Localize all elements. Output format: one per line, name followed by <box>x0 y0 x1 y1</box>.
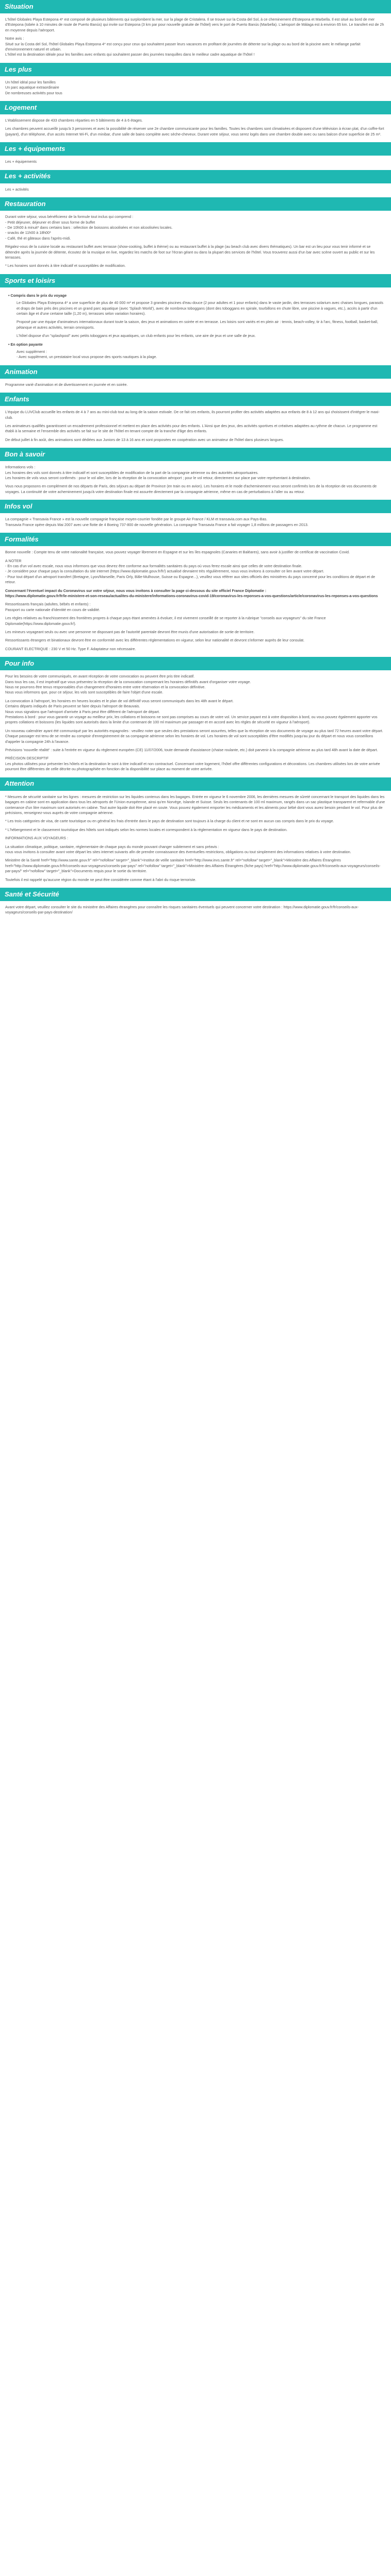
section-logement <box>0 101 391 137</box>
plus-item: Un hôtel idéal pour les familles <box>5 79 56 84</box>
paragraph: * Mesures de sécurité sanitaire sur les lignes : mesures de restriction sur les liquides contenus dans les bagages. Entrée en vigueur le 6 novembre 2006, les dernières mesures de sûreté concernant le transport des liquides dans les bagages en cabine sont en application dans tous les aéroports de l'Union européenne, ainsi qu'en Norvège, Islande et Suisse. Seuls les contenants de 100 ml maximum, rangés dans un sac plastique transparent et refermable d'une contenance d'un litre maximum sont autorisés en cabine. Tout autre liquide doit être placé en soute. Vous pouvez également emporter les médicaments et les aliments pour bébé dont vous aurez besoin pendant le vol. Pour plus de précisions, renseignez-vous auprès de votre compagnie aérienne. <box>5 794 385 815</box>
section-title: Sports et loisirs <box>5 276 56 284</box>
section-title: Santé et Sécurité <box>5 890 59 898</box>
section-animation <box>0 365 391 387</box>
paragraph: La situation climatique, politique, sanitaire, réglementaire de chaque pays du monde pouvant changer subitement et sans préavis : nous vous invitons à consulter avant votre départ les sites internet suivants afin de prendre connaissance des éventuelles restrictions, obligations ou tout simplement des informations relatives à votre destination. <box>5 844 351 854</box>
paragraph: Informations vols : Les horaires des vols sont donnés à titre indicatif et sont susceptibles de modification de la part de la compagnie aérienne ou des autorités aéroportuaires. Les horaires de vols vous seront confirmés : pour le vol aller, lors de la réception de la convocation aéroport ; pour le vol retour, directement sur place par votre représentant à destination. <box>5 465 311 481</box>
paragraph: Avant votre départ, veuillez consulter le site du ministère des Affaires étrangères pour connaître les risques sanitaires éventuels qui peuvent concerner votre destination : https://www.diplomatie.gouv.fr/fr/conseils-aux-voyageurs/conseils-par-pays-destination/ <box>5 904 359 915</box>
section-title: Restauration <box>5 199 46 208</box>
paragraph: Les mineurs voyageant seuls ou avec une personne ne disposant pas de l'autorité parentale devront être munis d'une autorisation de sortie de territoire. <box>5 629 255 634</box>
section-situation <box>0 0 391 58</box>
paragraph: PRÉCISION DESCRIPTIF Les photos utilisées pour présenter les hôtels et la destination le sont à titre indicatif et non contractuel. Concernant votre logement, l'hôtel offre différentes configurations et décorations. Les chambres utilisées lors de votre arrivée pourront être différentes de celle décrite ou photographiée en fonction de la disponibilité sur place au moment de votre arrivée. <box>5 756 380 772</box>
section-bon-a-savoir <box>0 448 391 495</box>
paragraph: Durant votre séjour, vous bénéficierez de la formule tout inclus qui comprend : - Petit déjeuner, déjeuner et dîner sous forme de buffet - De 10h00 à minuit* dans certains bars : sélection de boissons alcoolisées et non alcoolisées locales. - snacks de 11h00 à 18h00* - Café, thé et gâteaux dans l'après-midi. <box>5 214 173 241</box>
paragraph: Notre avis : Situé sur la Costa del Sol, l'hôtel Globales Playa Estepona 4* est conçu pour ceux qui souhaitent passer leurs vacances en profitant de journées de détente sur la plage ou au bord de la piscine avec le mélange parfait d'environnement naturel et urbain. L'hôtel est la destination idéale pour les familles avec enfants qui souhaitent passer des journées tranquilles dans le meilleur cadre aquatique de l'hôtel ! <box>5 36 361 57</box>
paragraph: La compagnie « Transavia France » est la nouvelle compagnie française moyen-courrier fondée par le groupe Air France / KLM et transavia.com aux Pays-Bas. Transavia France opère depuis Mai 2007 avec une flotte de 4 Boeing 737-800 de nouvelle génération. La compagnie Transavia France a fait voyager 1,8 millions de passagers en 2013. <box>5 517 308 527</box>
section-header <box>0 657 391 670</box>
section-plus <box>0 63 391 96</box>
section-header <box>0 0 391 13</box>
section-title: Les + équipements <box>5 145 66 153</box>
section-pour-info <box>0 657 391 772</box>
paragraph: Ressortissants français (adultes, bébés et enfants) : Passport ou carte nationale d'identité en cours de validité. <box>5 602 100 612</box>
paragraph: Pour les besoins de votre communiqués, en avant réception de votre convocation ou peuvent être pris titre indicatif. Dans tous les cas, il est impératif que vous présentez la réception de la convocation comprenant les horaires définitifs avant d'organiser votre voyage. Nous ne pourrons être tenus responsables d'un changement d'horaires entre votre réservation et la convocation définitive. Nous vous informons que, pour ce séjour, les vols sont susceptibles de faire l'objet d'une escale. <box>5 674 251 695</box>
paragraph: Bonne nouvelle : Compte tenu de votre nationalité française, vous pouvez voyager librement en Espagne et sur les îles espagnoles (Canaries et Baléares), sans avoir à justifier de certificat de vaccination Covid. <box>5 550 350 555</box>
section-title: Situation <box>5 2 34 10</box>
section-title: Enfants <box>5 395 29 403</box>
section-title: Attention <box>5 779 35 788</box>
plus-item: Un parc aquatique extraordinaire <box>5 85 59 90</box>
paragraph: Les chambres peuvent accueillir jusqu'à 3 personnes et avec la possibilité de réserver une 2e chambre communicante pour les familles. Toutes les chambres sont climatisées et disposent d'une télévision à écran plat, d'un coffre-fort (payant), d'un téléphone, d'un accès Internet Wi-Fi, d'un minibar, d'une salle de bains complète avec sèche-cheveux. Durant votre séjour, vous serez logés dans une chambre double avec ou sans balcon d'une superficie de 25 m². <box>5 126 384 137</box>
section-header <box>0 142 391 156</box>
section-title: Les + activités <box>5 172 51 180</box>
paragraph: De début juillet à fin août, des animations sont dédiées aux Juniors de 13 à 16 ans et sont proposées en coopération avec un animateur de l'hôtel dans plusieurs langues. <box>5 437 284 442</box>
paragraph: Avec supplément : - Avec supplément, un prestataire local vous propose des sports nautiques à la plage. <box>17 349 157 360</box>
section-sports <box>0 274 391 360</box>
section-header <box>0 393 391 406</box>
paragraph: L'équipe du LUVClub accueille les enfants de 4 à 7 ans au mini-club tout au long de la saison estivale. De ce fait ces enfants, ils pourront profiter des activités adaptées aux enfants de 8 à 12 ans qui choisissent d'intégrer le maxi-club. <box>5 410 380 420</box>
section-header <box>0 533 391 546</box>
paragraph: Vous nous proposons en complément de nos départs de Paris, des séjours au départ de Province (en train ou en avion). Les horaires et le mode d'acheminement vous seront confirmés lors de la réception de vos documents de voyages. La continuité de votre acheminement jusqu'à votre destination finale est assurée directement par la compagnie aérienne, même en cas de perturbations à l'aller ou au retour. <box>5 484 377 494</box>
section-header <box>0 170 391 183</box>
section-infos-vol <box>0 500 391 528</box>
paragraph: * Les trois catégories de visa, de carte touristique ou en général les frais d'entrée dans le pays de destination sont toujours à la charge du client et ne sont en aucun cas compris dans le prix du voyage. <box>5 819 334 824</box>
section-attention <box>0 777 391 883</box>
section-title: Infos vol <box>5 502 32 511</box>
subsection-heading: • Compris dans le prix du voyage <box>8 293 386 298</box>
section-equipements <box>0 142 391 164</box>
paragraph: Le Globales Playa Estepona 4* a une superficie de plus de 40 000 m² et propose 3 grandes piscines d'eau douce (2 pour adultes et 1 pour enfants) dans le vaste jardin, des terrasses solarium avec chaises longues, parasols et draps de bain près des piscines et un grand parc aquatique (avec 'Splash World'), avec de nombreux toboggans (dont des toboggans en spirale, tourbillons en chute libre, une piscine à vagues, etc.), accès à partir d'un certain âge et d'une certaine taille (1,20 m), terrasses selon variation horaires). <box>17 300 383 316</box>
paragraph: * L'hébergement et le classement touristique des hôtels sont indiqués selon les normes locales et correspondent à la réglementation en vigueur dans le pays de destination. <box>5 827 288 832</box>
subsection-heading: • En option payante <box>8 342 386 347</box>
section-sante-securite <box>0 888 391 916</box>
section-title: Les plus <box>5 65 32 73</box>
paragraph: Régalez-vous de la cuisine locale au restaurant buffet avec terrasse (show-cooking, buffet à thème) ou au restaurant buffet à la plage (au beach club avec divers thématiques). Un bar est un lieu pour vous tenir informé et se détendre après la journée de détente, écoutez de la musique en live, regardez les matchs de foot sur l'écran géant ou dans la plupart des services de l'hôtel. Vous trouverez aussi d'un bar avec scène ouvert au public et sur les terrasses. <box>5 244 375 260</box>
paragraph: L'hôtel dispose d'un "splashpool" avec petits toboggans et jeux aquatiques, un club enfants pour les enfants, une aire de jeux et une salle de jeux. <box>17 333 256 338</box>
section-title: Formalités <box>5 535 39 543</box>
section-header <box>0 274 391 287</box>
paragraph: Ressortissants étrangers et binationaux devront être en conformité avec les différentes réglementations en vigueur, selon leur nationalité et devront s'informer auprès de leur consulat. <box>5 638 305 643</box>
section-title: Animation <box>5 367 38 376</box>
paragraph: Programme varié d'animation et de divertissement en journée et en soirée. <box>5 382 128 387</box>
section-header <box>0 101 391 114</box>
paragraph: L'établissement dispose de 433 chambres réparties en 5 bâtiments de 4 à 6 étages. <box>5 118 143 123</box>
page <box>0 0 391 916</box>
paragraph: COURANT ELECTRIQUE : 230 V et 50 Hz. Type F. Adaptateur non nécessaire. <box>5 646 136 651</box>
section-enfants <box>0 393 391 443</box>
paragraph: Les + activités <box>5 187 29 192</box>
section-activites <box>0 170 391 192</box>
paragraph: Les + équipements <box>5 159 37 164</box>
paragraph: Proposé par une équipe d'animateurs internationaux durant toute la saison, des jeux et animations en soirée et en terrasse. Les loisirs sont variés et en plein air : tennis, beach-volley, tir à l'arc, fitness, football, basket-ball, pétanque et autres activités, terrain omnisports. <box>17 319 378 330</box>
paragraph: INFORMATIONS AUX VOYAGEURS : <box>5 836 68 841</box>
section-header <box>0 63 391 76</box>
section-header <box>0 365 391 379</box>
paragraph: A NOTER - En cas d'un vol avec escale, nous vous informons que vous devrez être conforme aux formalités sanitaires du pays où vous ferez escale ainsi que celles de votre destination finale. - Je considère pour chaque pays la consultation du site internet (https://www.diplomatie.gouv.fr/fr/) actualisé devraient très régulièrement, nous vous invitons à consulter ce lien avant votre départ. - Pour tout départ d'un aéroport transfert (Bretagne, Lyon/Marseille, Paris Orly, Bâle-Mulhouse, Suisse ou Espagne...), veuillez vous référer aux sites officiels des ministères du pays concerné pour les conditions de départ et de retour. <box>5 558 376 585</box>
plus-item: De nombreuses activités pour tous <box>5 90 62 95</box>
section-header <box>0 777 391 791</box>
paragraph: L'hôtel Globales Playa Estepona 4* est composé de plusieurs bâtiments qui surplombent la mer, sur la plage de Cristalera. Il se trouve sur la Costa del Sol, à ce cheminement d'Estepona et Marbella. Il est situé au bord de mer d'Estepona (tobée à 10 minutes de route de Puerto Banús) qui invite sur Estepona (3 km par pour nouvelle gratuite de l'hôtel) vers le port de Puerto Banús (Marbella). L'aéroport de Málaga est à environ 65 km. Le transfert est de 2h en moyenne depuis l'aéroport. <box>5 17 384 32</box>
paragraph: * Les horaires sont donnés à titre indicatif et susceptibles de modification. <box>5 263 126 268</box>
section-title: Logement <box>5 103 37 111</box>
paragraph: Un nouveau calendrier ayant été communiqué par les autorités espagnoles : veuillez noter que seules des prestations seront assurées, telles que la réception de vos documents de voyage au plus tard 72 heures avant votre départ. Chaque passager est tenu de se rendre au comptoir d'enregistrement de sa compagnie aérienne selon les horaires de vol. Les horaires de vol sont susceptibles d'être modifiés jusqu'au jour du départ et nous vous conseillons d'appeler la compagnie 24h à l'avance. <box>5 728 383 744</box>
paragraph: Ministère de la Santé href="http://www.sante.gouv.fr" rel="nofollow" target="_blank">Institut de veille sanitaire href="http://www.invs.sante.fr" rel="nofollow" target="_blank">Ministère des Affaires Étrangères href="http://www.diplomatie.gouv.fr/fr/conseils-aux-voyageurs/conseils-par-pays" rel="nofollow" target="_blank">Ministère des Affaires Étrangères (fiche pays) href="http://www.diplomatie.gouv.fr/fr/conseils-aux-voyageurs/conseils-par-pays/" rel="nofollow" target="_blank">Documents requis pour le sortie du territoire. <box>5 858 381 874</box>
section-header <box>0 500 391 513</box>
paragraph: Toutefois il est rappelé qu'aucune région du monde ne peut être considérée comme étant à l'abri du risque terroriste. <box>5 877 197 882</box>
section-restauration <box>0 197 391 269</box>
section-title: Pour info <box>5 659 35 667</box>
paragraph: Prévisions 'nouvelle réalité' : suite à l'entrée en vigueur du règlement européen (CE) 11/07/2006, toute demande d'assistance (chaise roulante, etc.) doit parvenir à la compagnie aérienne au plus tard 48h avant la date de départ. <box>5 748 378 753</box>
section-title: Bon à savoir <box>5 450 45 459</box>
section-header <box>0 448 391 461</box>
section-header <box>0 197 391 211</box>
paragraph: Les règles relatives au franchissement des frontières propres à chaque pays étant amenées à évoluer, il est vivement conseillé de se reporter à la rubrique "conseils aux voyageurs" du site France Diplomatie(https://www.diplomatie.gouv.fr/). <box>5 616 326 626</box>
paragraph: Concernant l'éventuel impact du Coronavirus sur votre séjour, nous vous invitons à consulter la page ci-dessous du site officiel France Diplomatie : https://www.diplomatie.gouv.fr/fr/le-ministere-et-son-reseau/actualites-du-ministere/informations-coronavirus-covid-19/coronavirus-les-reponses-a-vos-questions/article/coronavirus-les-reponses-a-vos-questions <box>5 588 378 598</box>
paragraph: Les animateurs qualifiés garantissent un encadrement professionnel et mettent en place des activités pour des enfants. L'Ainsi que des jeux, des activités sportives et créatives adaptées au rythme de chacun. Le programme est établi à la semaine et l'ensemble des activités se fait sur le site de l'hôtel en tenant compte de la tranche d'âge des enfants. <box>5 423 378 434</box>
paragraph: La convocation à l'aéroport, les horaires en heures locales et le plan de vol définitif vous seront communiqués dans les 48h avant le départ. Certains départs indiqués de Paris peuvent se faire depuis l'aéroport de Beauvais. Nous vous signalons que l'aéroport d'arrivée à Paris peut être différent de l'aéroport de départ. Prestations à bord : pour vous garantir un voyage au meilleur prix, les collations et boissons ne sont pas comprises au cours de votre vol. Un service payant est à votre disposition à bord, ou vous pouvez également apporter vos propres collations et boissons (les liquides sont autorisés dans la limite d'un contenant de 100 ml maximum par passager et en accord avec les règles de sécurité en vigueur à l'aéroport). <box>5 698 378 725</box>
section-header <box>0 888 391 901</box>
section-formalites <box>0 533 391 652</box>
